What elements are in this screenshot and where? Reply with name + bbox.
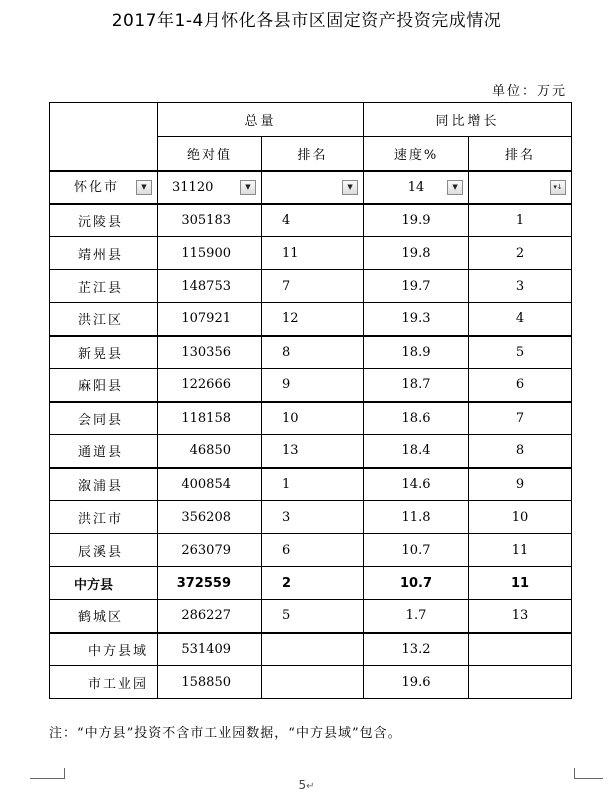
row-rank2: 3: [469, 270, 572, 303]
row-rank: 5: [262, 600, 364, 633]
row-name: 靖州县: [50, 237, 158, 270]
row-rank2: 7: [469, 402, 572, 435]
row-absolute: 158850: [158, 666, 262, 699]
row-rank: 9: [262, 369, 364, 402]
header-growth: 同比增长: [364, 103, 572, 137]
header-rank: 排名: [262, 137, 364, 171]
row-rank2: 10: [469, 501, 572, 534]
row-speed: 19.3: [364, 303, 469, 336]
row-name: 市工业园: [50, 666, 158, 699]
unit-label: 单位：万元: [491, 84, 567, 99]
row-rank2: [469, 633, 572, 666]
corner-cell: [50, 103, 158, 171]
header-total: 总量: [158, 103, 364, 137]
row-name: 中方县域: [50, 633, 158, 666]
row-absolute: 263079: [158, 534, 262, 567]
row-rank: [262, 633, 364, 666]
header-row-1: [50, 103, 572, 137]
row-speed: 19.6: [364, 666, 469, 699]
summary-name-cell[interactable]: [50, 171, 158, 204]
row-absolute: 148753: [158, 270, 262, 303]
table-row: [50, 369, 572, 402]
row-name: 会同县: [50, 402, 158, 435]
summary-rank2-cell[interactable]: [469, 171, 572, 204]
row-speed: 11.8: [364, 501, 469, 534]
row-speed: 10.7: [364, 567, 469, 600]
table-row-extra: [50, 633, 572, 666]
row-rank: 4: [262, 204, 364, 237]
row-rank: 13: [262, 435, 364, 468]
row-speed: 18.4: [364, 435, 469, 468]
table-row: [50, 237, 572, 270]
table-row: [50, 468, 572, 501]
row-speed: 13.2: [364, 633, 469, 666]
row-rank: 8: [262, 336, 364, 369]
filter-dropdown-icon[interactable]: ▼: [447, 180, 463, 195]
row-speed: 1.7: [364, 600, 469, 633]
filter-dropdown-icon[interactable]: ▼: [240, 180, 256, 195]
row-rank2: 1: [469, 204, 572, 237]
row-absolute: 115900: [158, 237, 262, 270]
row-rank2: [469, 666, 572, 699]
table-row: [50, 501, 572, 534]
table-row: [50, 600, 572, 633]
summary-speed-cell[interactable]: [364, 171, 469, 204]
row-speed: 10.7: [364, 534, 469, 567]
document-title: 2017年1-4月怀化各县市区固定资产投资完成情况: [111, 11, 502, 31]
summary-absolute: 31120: [172, 179, 214, 195]
row-rank2: 8: [469, 435, 572, 468]
row-speed: 19.7: [364, 270, 469, 303]
row-name: 洪江市: [50, 501, 158, 534]
table-row: [50, 303, 572, 336]
page-number-value: 5: [298, 778, 307, 792]
row-absolute: 286227: [158, 600, 262, 633]
row-speed: 18.9: [364, 336, 469, 369]
row-speed: 18.6: [364, 402, 469, 435]
row-rank: 11: [262, 237, 364, 270]
table-row: [50, 534, 572, 567]
summary-absolute-cell[interactable]: [158, 171, 262, 204]
row-name: 芷江县: [50, 270, 158, 303]
filter-dropdown-icon[interactable]: ▼: [342, 180, 358, 195]
row-absolute: 122666: [158, 369, 262, 402]
row-name: 中方县: [50, 567, 158, 600]
row-absolute: 305183: [158, 204, 262, 237]
row-absolute: 46850: [158, 435, 262, 468]
row-absolute: 400854: [158, 468, 262, 501]
row-rank: [262, 666, 364, 699]
table-row: [50, 204, 572, 237]
row-name: 新晃县: [50, 336, 158, 369]
row-absolute: 531409: [158, 633, 262, 666]
table-row-extra: [50, 666, 572, 699]
row-rank2: 9: [469, 468, 572, 501]
row-name: 辰溪县: [50, 534, 158, 567]
row-rank2: 6: [469, 369, 572, 402]
row-speed: 18.7: [364, 369, 469, 402]
table-row: [50, 435, 572, 468]
row-rank: 7: [262, 270, 364, 303]
sort-dropdown-icon[interactable]: ▾↓: [550, 180, 566, 195]
table-row-highlighted: [50, 567, 572, 600]
row-speed: 14.6: [364, 468, 469, 501]
table-row: [50, 270, 572, 303]
row-rank: 2: [262, 567, 364, 600]
row-rank2: 11: [469, 567, 572, 600]
row-rank: 6: [262, 534, 364, 567]
row-name: 通道县: [50, 435, 158, 468]
page-number: [0, 778, 613, 792]
row-rank2: 5: [469, 336, 572, 369]
row-rank2: 4: [469, 303, 572, 336]
row-name: 洪江区: [50, 303, 158, 336]
table-row: [50, 336, 572, 369]
row-speed: 19.9: [364, 204, 469, 237]
summary-row: [50, 171, 572, 204]
table-row: [50, 402, 572, 435]
return-mark-icon: ↵: [306, 781, 315, 792]
header-rank2: 排名: [469, 137, 572, 171]
row-rank2: 11: [469, 534, 572, 567]
row-absolute: 356208: [158, 501, 262, 534]
summary-name: 怀化市: [74, 179, 120, 195]
header-speed: 速度%: [364, 137, 469, 171]
filter-dropdown-icon[interactable]: ▼: [136, 180, 152, 195]
summary-rank-cell[interactable]: [262, 171, 364, 204]
row-rank2: 13: [469, 600, 572, 633]
footnote: 注：“中方县”投资不含市工业园数据，“中方县域”包含。: [49, 726, 402, 741]
row-name: 鹤城区: [50, 600, 158, 633]
investment-table: [49, 102, 572, 699]
row-rank: 12: [262, 303, 364, 336]
row-name: 麻阳县: [50, 369, 158, 402]
row-absolute: 130356: [158, 336, 262, 369]
row-name: 沅陵县: [50, 204, 158, 237]
row-name: 溆浦县: [50, 468, 158, 501]
row-rank: 1: [262, 468, 364, 501]
row-rank: 10: [262, 402, 364, 435]
row-absolute: 118158: [158, 402, 262, 435]
row-rank: 3: [262, 501, 364, 534]
row-speed: 19.8: [364, 237, 469, 270]
row-absolute: 107921: [158, 303, 262, 336]
header-absolute: 绝对值: [158, 137, 262, 171]
row-absolute: 372559: [158, 567, 262, 600]
row-rank2: 2: [469, 237, 572, 270]
summary-speed: 14: [407, 179, 425, 195]
